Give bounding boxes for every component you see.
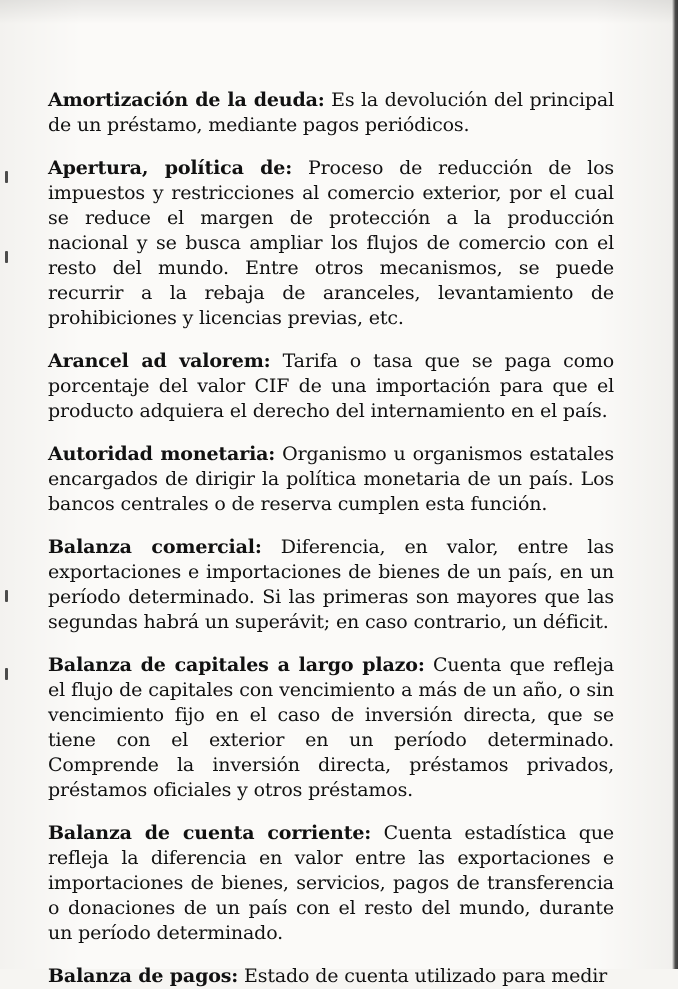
glossary-entry <box>48 821 614 946</box>
page-binding-edge <box>672 0 678 969</box>
entry-definition: Cuenta estadística que refleja la diferencia en valor entre las exportaciones e importaciones de bienes, servicios, pagos de transferencia o donaciones de un país con el resto del mundo, durante un período determinado. <box>48 822 614 944</box>
margin-mark <box>5 668 8 680</box>
entry-definition: Cuenta que refleja el flujo de capitales con vencimiento a más de un año, o sin vencimiento fijo en el caso de inversión directa, que se tiene con el exterior en un período determinado. Comprende la inversión directa, préstamos privados, préstamos oficiales y otros préstamos. <box>48 654 614 801</box>
glossary-entry <box>48 156 614 331</box>
glossary-entry <box>48 653 614 803</box>
entry-term: Autoridad monetaria: <box>48 443 276 465</box>
entry-definition: Es la devolución del principal de un préstamo, mediante pagos periódicos. <box>48 89 614 136</box>
entry-term: Balanza de capitales a largo plazo: <box>48 654 425 676</box>
entry-definition: Tarifa o tasa que se paga como porcentaje del valor CIF de una importación para que el producto adquiera el derecho del internamiento en el país. <box>48 350 615 422</box>
entry-term: Balanza de pagos: <box>48 965 239 987</box>
entry-definition: Estado de cuenta utilizado para medir <box>244 965 608 987</box>
glossary-entry <box>48 349 614 424</box>
entry-definition: Proceso de reducción de los impuestos y restricciones al comercio exterior, por el cual se reduce el margen de protección a la producción nacional y se busca ampliar los flujos de comercio con el resto del mundo. Entre otros mecanismos, se puede recurrir a la rebaja de aranceles, levantamiento de prohibiciones y licencias previas, etc. <box>48 157 614 329</box>
glossary-entry <box>48 964 614 989</box>
margin-mark <box>5 171 8 183</box>
entry-definition: Organismo u organismos estatales encargados de dirigir la política monetaria de un país. Los bancos centrales o de reserva cumplen esta función. <box>48 443 614 515</box>
glossary-entry <box>48 88 614 138</box>
margin-mark <box>5 251 8 263</box>
margin-mark <box>5 590 8 602</box>
entry-term: Balanza comercial: <box>48 536 262 558</box>
glossary-entry <box>48 535 614 635</box>
entry-term: Arancel ad valorem: <box>48 350 271 372</box>
entry-term: Balanza de cuenta corriente: <box>48 822 372 844</box>
entry-term: Amortización de la deuda: <box>48 89 325 111</box>
page-top-shadow <box>0 0 678 24</box>
entry-definition: Diferencia, en valor, entre las exportaciones e importaciones de bienes de un país, en un período determinado. Si las primeras son mayores que las segundas habrá un superávit; en caso contrario, un déficit. <box>48 536 615 633</box>
entry-term: Apertura, política de: <box>48 157 293 179</box>
glossary-entry <box>48 442 614 517</box>
